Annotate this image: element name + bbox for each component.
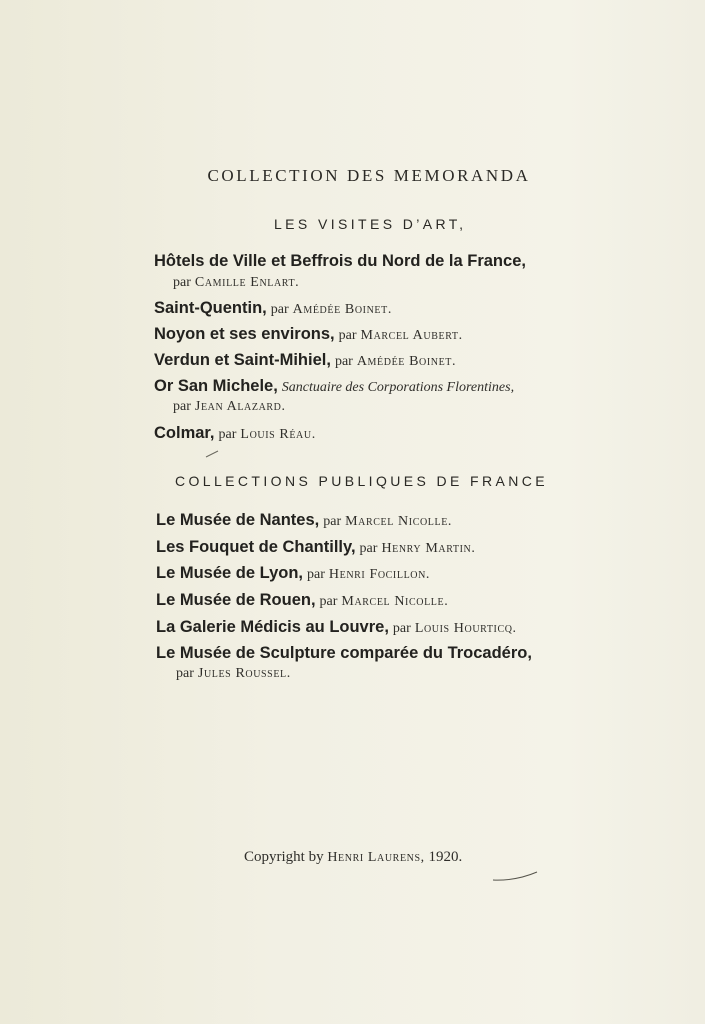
entry-par: par: [173, 399, 191, 414]
entry-author: Louis Hourticq.: [414, 621, 517, 636]
entry-author: Amédée Boinet.: [356, 354, 457, 369]
entry-title: Le Musée de Rouen,: [156, 591, 316, 609]
entry-byline: [173, 273, 299, 291]
entry-title: Saint-Quentin,: [154, 299, 267, 317]
list-item: [154, 376, 514, 398]
entry-par: par: [334, 354, 353, 369]
entry-par: par: [173, 275, 191, 290]
entry-title: Hôtels de Ville et Beffrois du Nord de la France,: [154, 252, 526, 270]
list-item: [154, 423, 316, 445]
ink-mark: [205, 450, 219, 458]
entry-author: Jules Roussel.: [197, 666, 291, 681]
entry-title: Colmar,: [154, 424, 215, 442]
entry-title: Le Musée de Nantes,: [156, 511, 320, 529]
entry-author: Jean Alazard.: [194, 399, 286, 414]
entry-par: par: [218, 427, 237, 442]
entry-title: La Galerie Médicis au Louvre,: [156, 618, 389, 636]
section-heading-collections: COLLECTIONS PUBLIQUES DE FRANCE: [175, 473, 549, 489]
entry-par: par: [176, 666, 194, 681]
entry-author: Henri Focillon.: [328, 567, 431, 582]
copyright-publisher: Henri Laurens,: [327, 850, 425, 865]
entry-author: Henry Martin.: [381, 541, 476, 556]
entry-title: Le Musée de Lyon,: [156, 564, 304, 582]
entry-subtitle: Sanctuaire des Corporations Florentines,: [281, 380, 515, 395]
collection-title: COLLECTION DES MEMORANDA: [207, 166, 531, 185]
entry-author: Amédée Boinet.: [292, 302, 392, 317]
list-item: [154, 324, 463, 346]
list-item: [156, 590, 448, 612]
list-item: [156, 617, 517, 639]
copyright-year: 1920.: [428, 849, 463, 865]
list-item: [154, 251, 526, 272]
entry-par: par: [307, 567, 325, 582]
entry-title: Or San Michele,: [154, 377, 278, 395]
list-item: [156, 537, 475, 559]
entry-par: par: [319, 594, 338, 609]
entry-author: Camille Enlart.: [194, 275, 300, 290]
list-item: [154, 350, 456, 372]
list-item: [156, 643, 532, 664]
entry-author: Marcel Aubert.: [360, 328, 463, 343]
entry-byline: [173, 397, 286, 415]
entry-par: par: [338, 328, 357, 343]
entry-author: Louis Réau.: [240, 427, 316, 442]
list-item: [154, 298, 392, 320]
entry-byline: [176, 664, 291, 682]
flourish-rule: [492, 870, 538, 882]
entry-par: par: [323, 514, 342, 529]
entry-author: Marcel Nicolle.: [345, 514, 453, 529]
entry-title: Noyon et ses environs,: [154, 325, 335, 343]
list-item: [156, 510, 452, 532]
entry-par: par: [270, 302, 289, 317]
entry-author: Marcel Nicolle.: [341, 594, 449, 609]
copyright-line: [244, 849, 462, 866]
list-item: [156, 563, 430, 585]
section-heading-visites: LES VISITES D’ART,: [274, 216, 467, 232]
entry-par: par: [392, 621, 411, 636]
entry-par: par: [359, 541, 378, 556]
entry-title: Les Fouquet de Chantilly,: [156, 538, 356, 556]
copyright-prefix: Copyright by: [244, 849, 324, 865]
entry-title: Verdun et Saint-Mihiel,: [154, 351, 331, 369]
entry-title: Le Musée de Sculpture comparée du Trocadéro,: [156, 644, 532, 662]
